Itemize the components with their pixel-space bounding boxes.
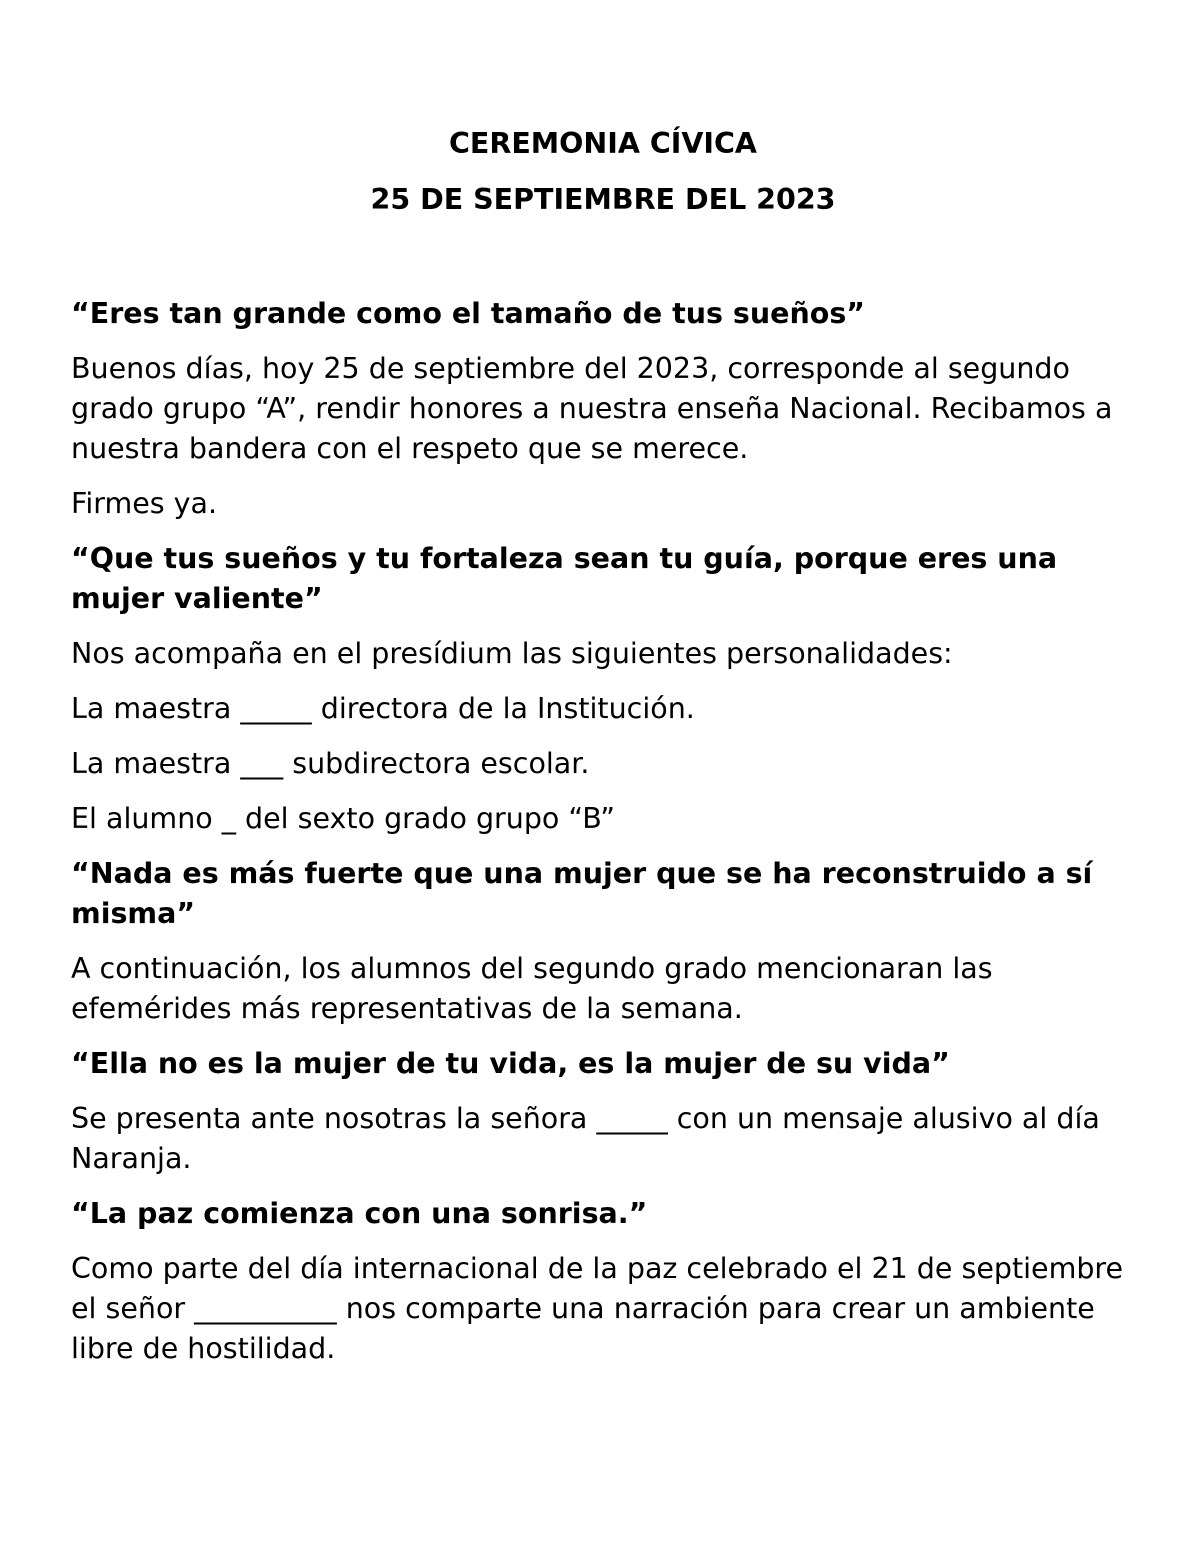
body-paragraph: Se presenta ante nosotras la señora _____ con un mensaje alusivo al día Naranja. [71,1102,1100,1175]
body-paragraph: A continuación, los alumnos del segundo grado mencionaran las efemérides más representativas de la semana. [71,952,993,1025]
quote-paragraph: “Ella no es la mujer de tu vida, es la mujer de su vida” [71,1047,950,1080]
body-paragraph: El alumno _ del sexto grado grupo “B” [71,802,616,835]
quote-paragraph: “Eres tan grande como el tamaño de tus sueños” [71,297,866,330]
document-date: 25 DE SEPTIEMBRE DEL 2023 [370,183,836,216]
quote-paragraph: “Nada es más fuerte que una mujer que se ha reconstruido a sí misma” [71,857,1093,930]
body-paragraph: Firmes ya. [71,487,218,520]
body-paragraph: La maestra ___ subdirectora escolar. [71,747,590,780]
body-paragraph: La maestra _____ directora de la Institución. [71,692,695,725]
document-title: CEREMONIA CÍVICA [449,127,757,160]
body-paragraph: Nos acompaña en el presídium las siguientes personalidades: [71,637,953,670]
title-spacer [71,220,1136,294]
body-paragraph: Buenos días, hoy 25 de septiembre del 2023, corresponde al segundo grado grupo “A”, rendir honores a nuestra enseña Nacional. Recibamos a nuestra bandera con el respeto que se merece. [71,352,1113,465]
document-page [71,124,1136,1384]
quote-paragraph: “Que tus sueños y tu fortaleza sean tu guía, porque eres una mujer valiente” [71,542,1058,615]
body-paragraph: Como parte del día internacional de la paz celebrado el 21 de septiembre el señor __________ nos comparte una narración para crear un ambiente libre de hostilidad. [71,1252,1124,1365]
quote-paragraph: “La paz comienza con una sonrisa.” [71,1197,648,1230]
